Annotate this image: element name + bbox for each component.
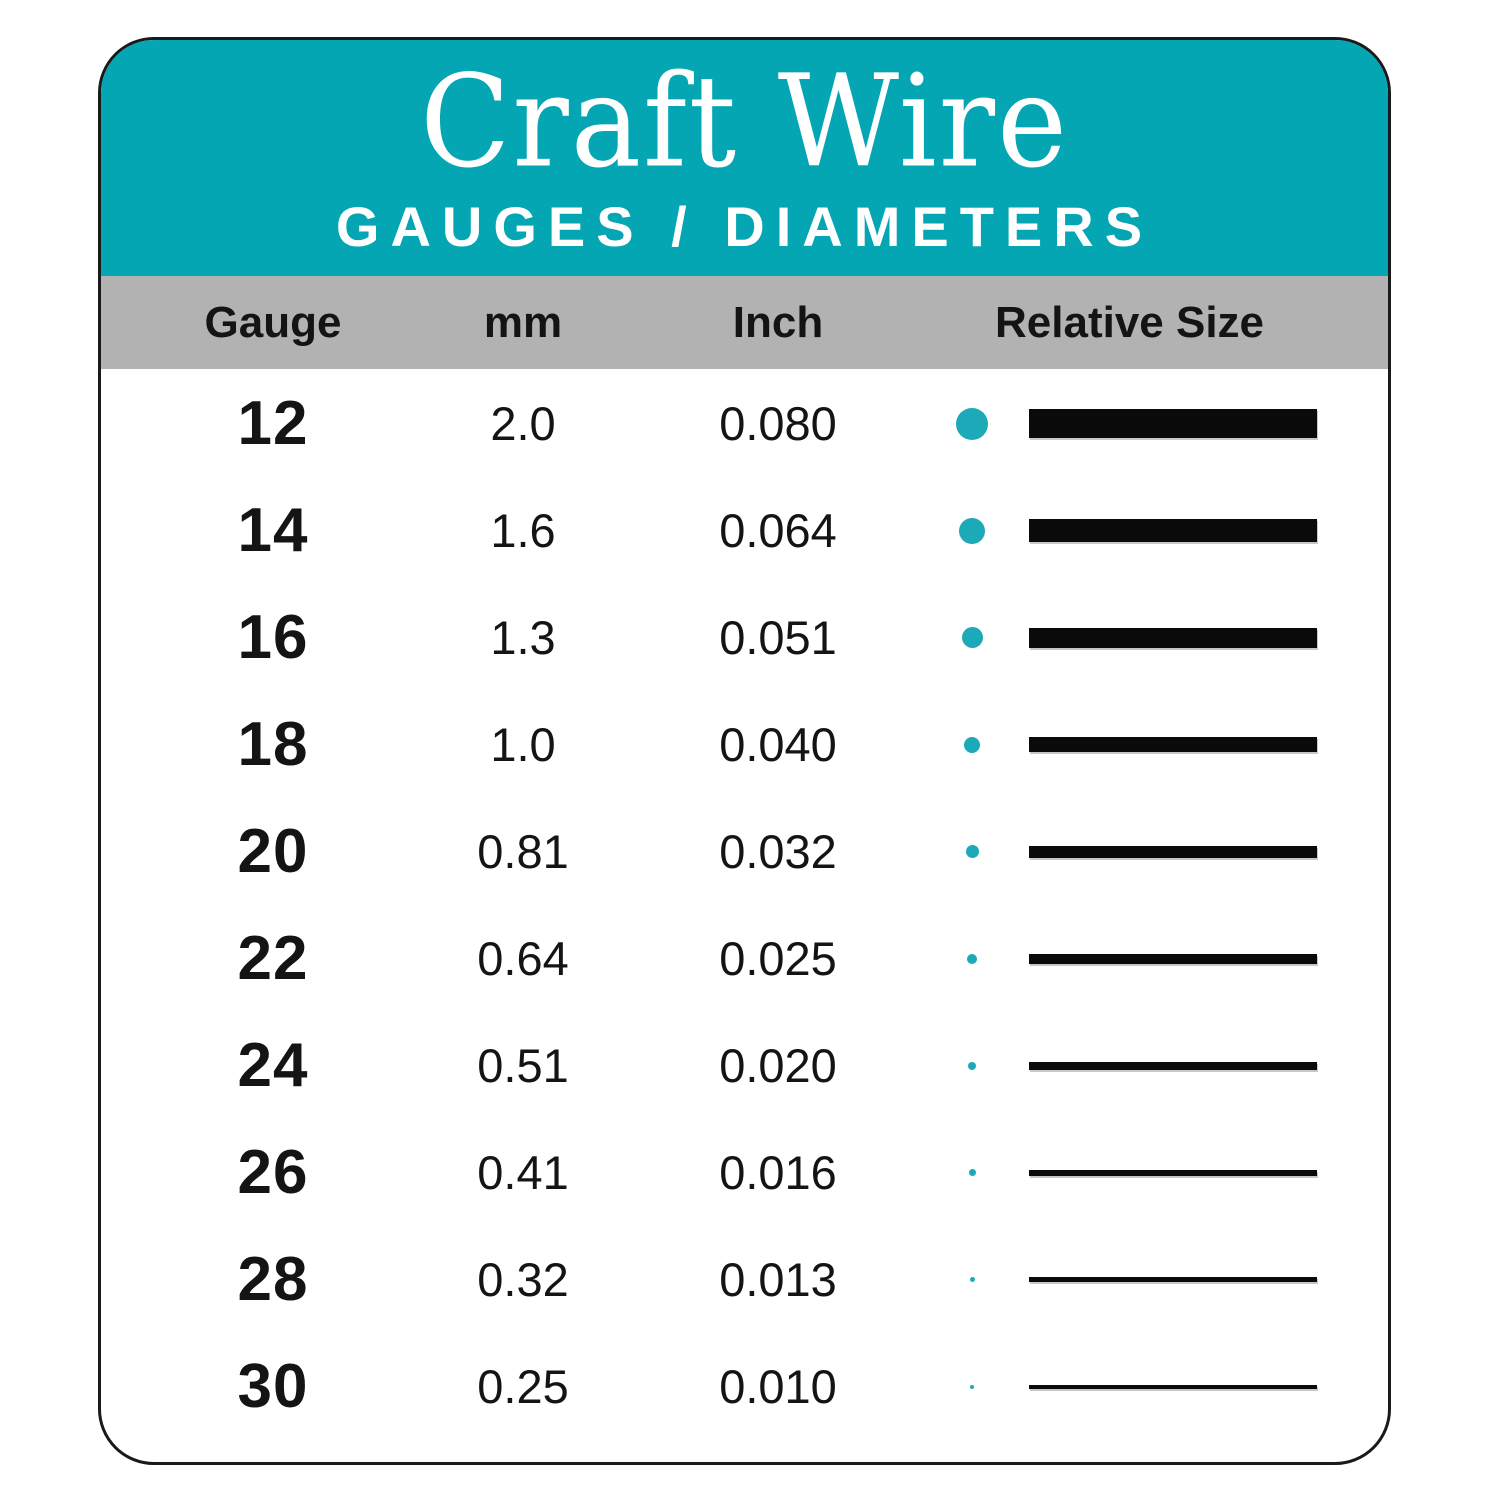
inch-value: 0.064 <box>719 504 837 557</box>
wire-thickness-bar <box>1029 519 1317 542</box>
column-header-inch: Inch <box>732 297 824 347</box>
card-header <box>101 40 1388 276</box>
wire-thickness-bar <box>1029 409 1317 438</box>
wire-diameter-dot-icon <box>967 954 977 964</box>
inch-value: 0.020 <box>719 1039 837 1092</box>
gauge-value: 18 <box>237 710 309 779</box>
relative-size-cell <box>955 1333 1388 1440</box>
inch-value: 0.010 <box>719 1360 837 1413</box>
table-row <box>101 691 1388 798</box>
relative-size-cell <box>955 1012 1388 1119</box>
mm-value: 2.0 <box>490 397 556 450</box>
inch-value: 0.013 <box>719 1253 837 1306</box>
page-subtitle: GAUGES / DIAMETERS <box>335 194 1154 258</box>
wire-dot-container <box>955 728 989 762</box>
wire-diameter-dot-icon <box>969 1169 976 1176</box>
mm-value: 0.25 <box>477 1360 569 1413</box>
table-row <box>101 1012 1388 1119</box>
wire-dot-container <box>955 942 989 976</box>
craft-wire-chart-card <box>98 37 1391 1465</box>
gauge-value: 28 <box>237 1245 309 1314</box>
gauge-value: 16 <box>237 603 309 672</box>
gauge-value: 30 <box>237 1352 309 1421</box>
mm-value: 0.41 <box>477 1146 569 1199</box>
wire-thickness-bar <box>1029 954 1317 964</box>
wire-dot-container <box>955 621 989 655</box>
table-row <box>101 477 1388 584</box>
relative-size-cell <box>955 905 1388 1012</box>
wire-thickness-bar <box>1029 1062 1317 1070</box>
gauge-value: 12 <box>237 389 309 458</box>
mm-value: 0.32 <box>477 1253 569 1306</box>
table-row <box>101 370 1388 477</box>
wire-dot-container <box>955 514 989 548</box>
relative-size-cell <box>955 370 1388 477</box>
gauge-value: 20 <box>237 817 309 886</box>
inch-value: 0.040 <box>719 718 837 771</box>
table-row <box>101 1333 1388 1440</box>
mm-value: 0.51 <box>477 1039 569 1092</box>
inch-value: 0.051 <box>719 611 837 664</box>
mm-value: 0.64 <box>477 932 569 985</box>
wire-diameter-dot-icon <box>966 845 979 858</box>
mm-value: 1.3 <box>490 611 556 664</box>
relative-size-cell <box>955 584 1388 691</box>
wire-diameter-dot-icon <box>959 518 985 544</box>
mm-value: 0.81 <box>477 825 569 878</box>
wire-dot-container <box>955 407 989 441</box>
wire-thickness-bar <box>1029 1385 1317 1389</box>
table-row <box>101 798 1388 905</box>
wire-thickness-bar <box>1029 1277 1317 1282</box>
relative-size-cell <box>955 477 1388 584</box>
inch-value: 0.032 <box>719 825 837 878</box>
wire-diameter-dot-icon <box>970 1277 975 1282</box>
wire-thickness-bar <box>1029 846 1317 858</box>
wire-thickness-bar <box>1029 737 1317 752</box>
inch-value: 0.025 <box>719 932 837 985</box>
relative-size-cell <box>955 1119 1388 1226</box>
inch-value: 0.080 <box>719 397 837 450</box>
wire-diameter-dot-icon <box>968 1062 976 1070</box>
table-row <box>101 905 1388 1012</box>
wire-diameter-dot-icon <box>962 627 983 648</box>
wire-dot-container <box>955 835 989 869</box>
column-header-mm: mm <box>483 297 563 347</box>
gauge-value: 24 <box>237 1031 309 1100</box>
gauge-value: 22 <box>237 924 309 993</box>
column-header-band <box>101 276 1388 369</box>
gauge-value: 14 <box>237 496 309 565</box>
wire-dot-container <box>955 1049 989 1083</box>
mm-value: 1.0 <box>490 718 556 771</box>
wire-diameter-dot-icon <box>964 737 980 753</box>
table-row <box>101 1119 1388 1226</box>
relative-size-cell <box>955 691 1388 798</box>
column-header-relative-size: Relative Size <box>995 297 1265 347</box>
relative-size-cell <box>955 798 1388 905</box>
wire-dot-container <box>955 1370 989 1404</box>
mm-value: 1.6 <box>490 504 556 557</box>
wire-thickness-bar <box>1029 628 1317 648</box>
wire-diameter-dot-icon <box>956 408 988 440</box>
column-header-gauge: Gauge <box>204 297 342 347</box>
wire-diameter-dot-icon <box>970 1385 974 1389</box>
table-row <box>101 1226 1388 1333</box>
table-body <box>101 369 1388 1440</box>
wire-thickness-bar <box>1029 1170 1317 1176</box>
wire-dot-container <box>955 1263 989 1297</box>
relative-size-cell <box>955 1226 1388 1333</box>
page-title: Craft Wire <box>420 45 1069 196</box>
table-row <box>101 584 1388 691</box>
wire-dot-container <box>955 1156 989 1190</box>
inch-value: 0.016 <box>719 1146 837 1199</box>
gauge-value: 26 <box>237 1138 309 1207</box>
